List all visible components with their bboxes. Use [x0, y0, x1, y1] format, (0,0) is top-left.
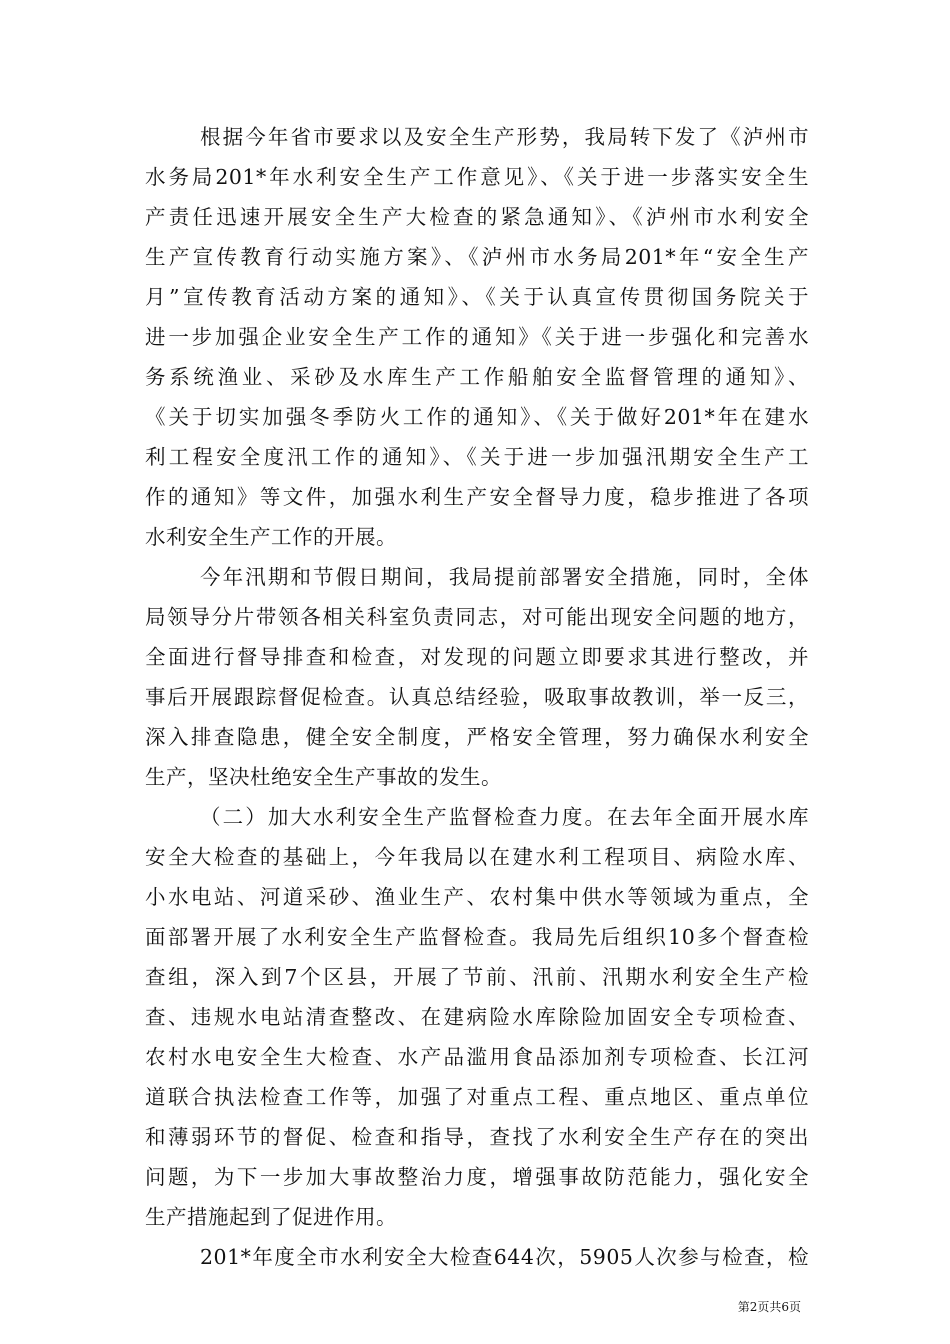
- text-line: 月”宣传教育活动方案的通知》、《关于认真宣传贯彻国务院关于: [145, 285, 809, 309]
- paragraph-policy-documents: [145, 117, 809, 557]
- text-line: 全面进行督导排查和检查，对发现的问题立即要求其进行整改，并: [145, 645, 809, 669]
- text-line: 生产措施起到了促进作用。: [145, 1205, 397, 1229]
- text-line: 作的通知》等文件，加强水利生产安全督导力度，稳步推进了各项: [145, 485, 809, 509]
- text-line: 进一步加强企业安全生产工作的通知》《关于进一步强化和完善水: [145, 325, 809, 349]
- text-line: 今年汛期和节假日期间，我局提前部署安全措施，同时，全体: [200, 565, 809, 589]
- text-line: 生产宣传教育行动实施方案》、《泸州市水务局201*年“安全生产: [145, 245, 809, 269]
- text-line: 小水电站、河道采砂、渔业生产、农村集中供水等领域为重点，全: [145, 885, 809, 909]
- text-line: 查、违规水电站清查整改、在建病险水库除险加固安全专项检查、: [145, 1005, 809, 1029]
- text-line: 问题，为下一步加大事故整治力度，增强事故防范能力，强化安全: [145, 1165, 809, 1189]
- text-line: 面部署开展了水利安全生产监督检查。我局先后组织10多个督查检: [145, 925, 809, 949]
- text-line: 201*年度全市水利安全大检查644次，5905人次参与检查，检: [200, 1245, 809, 1269]
- text-line: 根据今年省市要求以及安全生产形势，我局转下发了《泸州市: [200, 125, 809, 149]
- text-line: 深入排查隐患，健全安全制度，严格安全管理，努力确保水利安全: [145, 725, 809, 749]
- text-line: 农村水电安全生大检查、水产品滥用食品添加剂专项检查、长江河: [145, 1045, 809, 1069]
- page-number-indicator: 第2页共6页: [737, 1300, 801, 1314]
- paragraph-annual-statistics: [145, 1237, 809, 1277]
- text-line: 《关于切实加强冬季防火工作的通知》、《关于做好201*年在建水: [145, 405, 809, 429]
- text-line: 局领导分片带领各相关科室负责同志，对可能出现安全问题的地方，: [145, 605, 809, 629]
- text-line: 事后开展跟踪督促检查。认真总结经验，吸取事故教训，举一反三，: [145, 685, 809, 709]
- text-line: 生产，坚决杜绝安全生产事故的发生。: [145, 765, 502, 789]
- document-body: [145, 117, 809, 1277]
- text-line: 安全大检查的基础上，今年我局以在建水利工程项目、病险水库、: [145, 845, 809, 869]
- text-line: 查组，深入到7个区县，开展了节前、汛前、汛期水利安全生产检: [145, 965, 809, 989]
- text-line: 产责任迅速开展安全生产大检查的紧急通知》、《泸州市水利安全: [145, 205, 809, 229]
- text-line: 务系统渔业、采砂及水库生产工作船舶安全监督管理的通知》、: [145, 365, 809, 389]
- text-line: （二）加大水利安全生产监督检查力度。在去年全面开展水库: [200, 805, 809, 829]
- paragraph-holiday-inspection: [145, 557, 809, 797]
- paragraph-supervision-section-2: [145, 797, 809, 1237]
- text-line: 利工程安全度汛工作的通知》、《关于进一步加强汛期安全生产工: [145, 445, 809, 469]
- text-line: 水务局201*年水利安全生产工作意见》、《关于进一步落实安全生: [145, 165, 809, 189]
- text-line: 道联合执法检查工作等，加强了对重点工程、重点地区、重点单位: [145, 1085, 809, 1109]
- text-line: 和薄弱环节的督促、检查和指导，查找了水利安全生产存在的突出: [145, 1125, 809, 1149]
- text-line: 水利安全生产工作的开展。: [145, 525, 397, 549]
